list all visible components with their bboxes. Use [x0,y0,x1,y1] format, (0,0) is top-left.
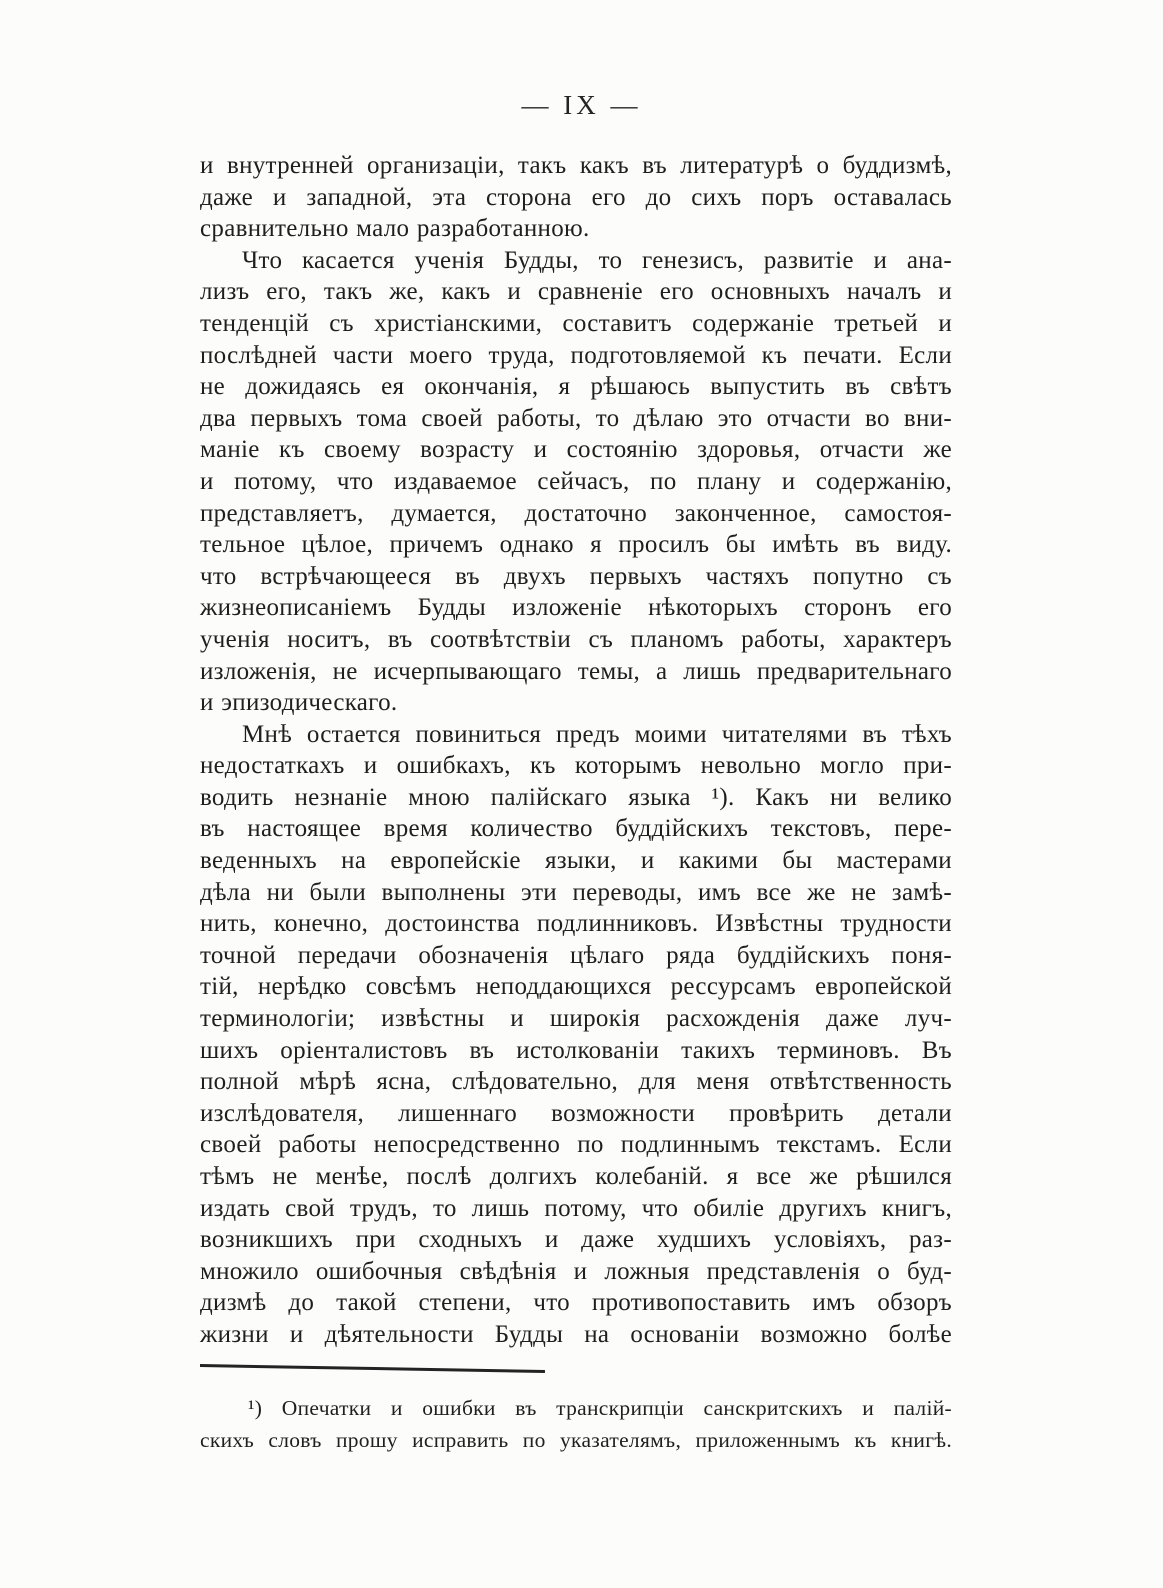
text-line: точной передачи обозначенія цѣлаго ряда буддійскихъ поня- [200,941,952,969]
body-text [200,150,952,1351]
text-line: возникшихъ при сходныхъ и даже худшихъ условіяхъ, раз- [200,1226,952,1254]
text-line: полной мѣрѣ ясна, слѣдовательно, для меня отвѣтственность [200,1068,952,1096]
page-number: — IX — [521,90,642,120]
text-line: изслѣдователя, лишеннаго возможности провѣрить детали [200,1099,952,1127]
text-line: изложенія, не исчерпывающаго темы, а лишь предварительнаго [200,657,952,685]
text-line: нить, конечно, достоинства подлинниковъ. Извѣстны трудности [200,910,952,938]
text-line: жизни и дѣятельности Будды на основаніи возможно болѣе [200,1320,952,1348]
text-line: издать свой трудъ, то лишь потому, что обиліе другихъ книгъ, [200,1194,952,1222]
text-line: тенденцій съ христіанскими, составитъ содержаніе третьей и [200,309,952,337]
text-line: даже и западной, эта сторона его до сихъ поръ оставалась [200,183,952,211]
text-line: множило ошибочныя свѣдѣнія и ложныя представленія о буд- [200,1257,952,1285]
text-line: два первыхъ тома своей работы, то дѣлаю это отчасти во вни- [200,404,952,432]
text-line: и потому, что издаваемое сейчасъ, по плану и содержанію, [200,467,952,495]
text-line: своей работы непосредственно по подлиннымъ текстамъ. Если [200,1131,952,1159]
text-line: дизмѣ до такой степени, что противопоставить имъ обзоръ [200,1289,952,1317]
text-line: послѣдней части моего труда, подготовляемой къ печати. Если [200,341,952,369]
text-line: маніе къ своему возрасту и состоянію здоровья, отчасти же [200,436,952,464]
text-line: не дожидаясь ея окончанія, я рѣшаюсь выпустить въ свѣтъ [200,373,952,401]
text-line: представляетъ, думается, достаточно законченное, самостоя- [200,499,952,527]
text-line: ученія носитъ, въ соотвѣтствіи съ планомъ работы, характеръ [200,625,952,653]
text-line: Мнѣ остается повиниться предъ моими читателями въ тѣхъ [242,720,952,748]
text-line: Что касается ученія Будды, то генезисъ, развитіе и ана- [242,246,952,274]
text-line: лизъ его, такъ же, какъ и сравненіе его основныхъ началъ и [200,278,952,306]
text-line: скихъ словъ прошу исправить по указателямъ, приложеннымъ къ книгѣ. [200,1427,952,1452]
text-line: веденныхъ на европейскіе языки, и какими бы мастерами [200,847,952,875]
text-line: терминологіи; извѣстны и широкія расхожденія даже луч- [200,1005,952,1033]
text-line: шихъ оріенталистовъ въ истолкованіи такихъ терминовъ. Въ [200,1036,952,1064]
footnote [200,1394,952,1457]
text-line: въ настоящее время количество буддійскихъ текстовъ, пере- [200,815,952,843]
footnote-divider [200,1364,545,1373]
text-line: водить незнаніе мною палійскаго языка ¹). Какъ ни велико [200,783,952,811]
text-line: сравнительно мало разработанною. [200,215,590,243]
text-line: что встрѣчающееся въ двухъ первыхъ частяхъ попутно съ [200,562,952,590]
text-line: и внутренней организаціи, такъ какъ въ литературѣ о буддизмѣ, [200,152,952,179]
text-line: тій, нерѣдко совсѣмъ неподдающихся рессурсамъ европейской [200,973,952,1001]
text-line: и эпизодическаго. [200,689,398,717]
text-line: дѣла ни были выполнены эти переводы, имъ все же не замѣ- [200,878,952,906]
text-line: тѣмъ не менѣе, послѣ долгихъ колебаній. я все же рѣшился [200,1163,952,1190]
text-line: жизнеописаніемъ Будды изложеніе нѣкоторыхъ сторонъ его [200,594,952,622]
text-line: недостаткахъ и ошибкахъ, къ которымъ невольно могло при- [200,752,952,780]
text-line: ¹) Опечатки и ошибки въ транскрипціи санскритскихъ и палій- [248,1396,952,1420]
text-line: тельное цѣлое, причемъ однако я просилъ бы имѣть въ виду. [200,531,952,559]
